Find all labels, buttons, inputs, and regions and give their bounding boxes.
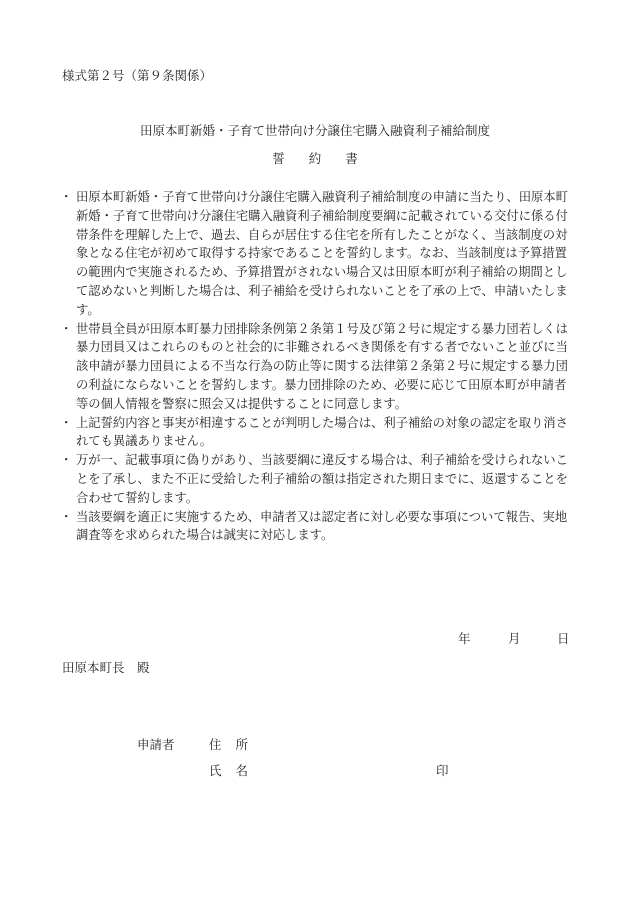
address-label: 住所 bbox=[209, 737, 263, 752]
pledge-clauses bbox=[62, 188, 570, 545]
document-subtitle: 誓約書 bbox=[272, 151, 382, 166]
date-day-label: 日 bbox=[557, 631, 570, 646]
seal-label: 印 bbox=[436, 763, 449, 778]
date-month-label: 月 bbox=[508, 631, 521, 646]
applicant-label: 申請者 bbox=[137, 737, 175, 752]
name-label: 氏名 bbox=[209, 763, 263, 778]
addressee: 田原本町長 殿 bbox=[62, 660, 150, 675]
form-number: 様式第２号（第９条関係） bbox=[62, 68, 213, 83]
pledge-clause-4: ・ 万が一、記載事項に偽りがあり、当該要綱に違反する場合は、利子補給を受けられないことを了承し、また不正に受給した利子補給の額は指定された期日までに、返還することを合わせて誓約します。 bbox=[62, 451, 570, 507]
pledge-clause-2: ・ 世帯員全員が田原本町暴力団排除条例第２条第１号及び第２号に規定する暴力団若しくは暴力団員又はこれらのものと社会的に非難されるべき関係を有する者でないこと並びに当該申請が暴力団員による不当な行為の防止等に関する法律第２条第２号に規定する暴力団の利益にならないことを誓約します。暴力団排除のため、必要に応じて田原本町が申請者等の個人情報を警察に照会又は提供することに同意します。 bbox=[62, 320, 570, 414]
pledge-clause-5: ・ 当該要綱を適正に実施するため、申請者又は認定者に対し必要な事項について報告、実地調査等を求められた場合は誠実に対応します。 bbox=[62, 508, 570, 546]
document-title: 田原本町新婚・子育て世帯向け分譲住宅購入融資利子補給制度 bbox=[139, 123, 490, 138]
date-year-label: 年 bbox=[458, 631, 471, 646]
pledge-clause-1: ・ 田原本町新婚・子育て世帯向け分譲住宅購入融資利子補給制度の申請に当たり、田原本町新婚・子育て世帯向け分譲住宅購入融資利子補給制度要綱に記載されている交付に係る付帯条件を理解した上で、過去、自らが居住する住宅を所有したことがなく、当該制度の対象となる住宅が初めて取得する持家であることを誓約します。なお、当該制度は予算措置の範囲内で実施されるため、予算措置がされない場合又は田原本町が利子補給の期間として認めないと判断した場合は、利子補給を受けられないことを了承の上で、申請いたします。 bbox=[62, 188, 570, 320]
pledge-clause-3: ・ 上記誓約内容と事実が相違することが判明した場合は、利子補給の対象の認定を取り消されても異議ありません。 bbox=[62, 414, 570, 452]
